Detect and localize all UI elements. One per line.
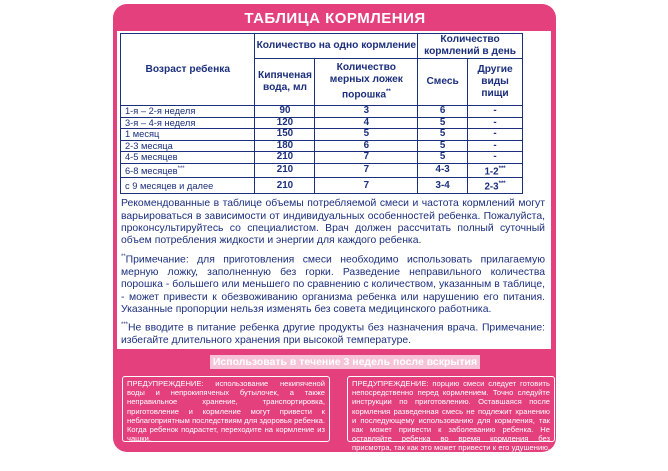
mix-cell: [418, 117, 468, 129]
mix-cell-value: 5: [439, 139, 446, 151]
recommendation-paragraph: Рекомендованные в таблице объемы потребляемой смеси и частота кормлений могут варьироваться в зависимости от индивидуальных особенностей ребенка. Пожалуйста, проконсультируйтесь со специалистом. Врач должен рассчитать полный суточный объем потребления жидкости и энергии для каждого ребенка.: [121, 198, 545, 247]
water-cell-value: 150: [276, 128, 294, 139]
table-row: [121, 140, 523, 152]
other-food-cell: [468, 163, 523, 178]
mix-cell: [418, 140, 468, 152]
other-food-cell-value: -: [493, 139, 497, 151]
spoons-cell-value: 7: [363, 164, 370, 176]
page-title: ТАБЛИЦА КОРМЛЕНИЯ: [120, 8, 550, 30]
table-row: [121, 163, 523, 178]
footnote-mark: ***: [177, 166, 185, 173]
spoons-cell: [315, 163, 418, 178]
spoons-cell-value: 6: [363, 139, 370, 151]
mix-cell: [418, 178, 468, 194]
mix-header: Смесь: [418, 59, 468, 106]
spoons-cell: [315, 106, 418, 118]
footnote-mark: ***: [498, 180, 506, 187]
other-food-cell-value: 2-3: [484, 181, 499, 193]
spoons-cell-value: 4: [363, 116, 370, 128]
mix-cell-value: 5: [439, 116, 446, 128]
table-row: [121, 152, 523, 164]
mix-cell: [418, 163, 468, 178]
age-cell-value: 6-8 месяцев: [125, 166, 178, 177]
other-food-cell: [468, 140, 523, 152]
content-sheet: [117, 31, 551, 348]
other-food-text: Не вводите в питание ребенка другие продукты без назначения врача. Примечание: избегайте длительного хранения при высокой температуре.: [121, 322, 545, 347]
water-header: Кипяченая вода, мл: [255, 59, 315, 106]
warning-box-right: ПРЕДУПРЕЖДЕНИЕ: порцию смеси следует готовить непосредственно перед кормлением. Точно следуйте инструкции по приготовлению. Оставшаяся после кормления разведенная смесь не подлежит хранению и последующему использованию для кормления, так как может привести к заболеванию ребенка. Не оставляйте ребенка во время кормления без присмотра, так как это может привести к его удушению. Используйте специальные соски, чтобы ребенок не поперхнулся.: [347, 376, 555, 442]
spoons-cell: [315, 178, 418, 194]
spoons-cell-value: 7: [363, 179, 370, 191]
spoons-header: Количество мерных ложек порошка: [329, 62, 403, 101]
water-cell-value: 210: [276, 179, 294, 191]
table-row: [121, 129, 523, 141]
spoons-cell: [315, 117, 418, 129]
mix-cell: [418, 152, 468, 164]
spoons-cell: [315, 152, 418, 164]
spoons-header-cell: [315, 59, 418, 106]
water-cell: [255, 140, 315, 152]
water-cell: [255, 163, 315, 178]
per-feeding-header: Количество на одно кормление: [255, 34, 418, 59]
other-food-cell: [468, 152, 523, 164]
note-paragraph: [117, 251, 551, 317]
mix-cell-value: 4-3: [435, 164, 450, 176]
spoons-cell-value: 5: [363, 128, 370, 139]
spoons-cell: [315, 129, 418, 141]
age-cell: [121, 178, 255, 194]
age-cell: [121, 140, 255, 152]
spoons-cell-value: 3: [363, 105, 370, 116]
age-cell-value: 1 месяц: [125, 129, 160, 139]
warning-box-left: ПРЕДУПРЕЖДЕНИЕ: использование некипяченой воды и непрокипяченых бутылочек, а также неправильное хранение, транспортировка, приготовление и кормление могут привести к неблагоприятным последствиям для здоровья ребенка. Когда ребенок подрастет, переходите на кормление из чашки.: [122, 376, 330, 442]
table-row: [121, 178, 523, 194]
water-cell-value: 90: [279, 105, 291, 116]
water-cell-value: 120: [276, 116, 294, 128]
other-food-cell: [468, 106, 523, 118]
water-cell-value: 210: [276, 151, 294, 162]
mix-cell: [418, 106, 468, 118]
age-header: Возраст ребенка: [121, 34, 255, 106]
age-cell: [121, 106, 255, 118]
water-cell-value: 180: [276, 139, 294, 151]
water-cell: [255, 117, 315, 129]
spoons-cell: [315, 140, 418, 152]
other-food-cell: [468, 117, 523, 129]
use-within-banner: Использовать в течение 3 недель после вскрытия: [210, 355, 480, 369]
water-cell: [255, 152, 315, 164]
water-cell-value: 210: [276, 164, 294, 176]
spoons-cell-value: 7: [363, 151, 370, 162]
other-food-paragraph: [117, 319, 551, 347]
water-cell: [255, 129, 315, 141]
age-cell-value: 1-я – 2-я неделя: [125, 106, 196, 116]
other-food-mark: ***: [121, 322, 129, 329]
other-food-cell-value: -: [493, 128, 497, 139]
age-cell: [121, 129, 255, 141]
water-cell: [255, 106, 315, 118]
feeding-table: [120, 33, 523, 194]
other-food-cell-value: 1-2: [484, 165, 499, 177]
age-cell-value: 2-3 месяца: [125, 140, 173, 151]
other-food-cell: [468, 178, 523, 194]
table-row: [121, 106, 523, 118]
mix-cell-value: 6: [439, 105, 446, 116]
age-cell-value: 3-я – 4-я неделя: [125, 117, 196, 128]
age-cell: [121, 152, 255, 164]
age-cell: [121, 117, 255, 129]
other-food-header: Другие виды пищи: [468, 59, 523, 106]
mix-cell-value: 5: [439, 151, 446, 162]
other-food-cell-value: -: [493, 116, 497, 128]
other-food-cell-value: -: [493, 105, 497, 116]
water-cell: [255, 178, 315, 194]
mix-cell: [418, 129, 468, 141]
footnote-mark: ***: [498, 165, 506, 172]
other-food-cell-value: -: [493, 151, 497, 162]
per-day-header: Количество кормлений в день: [418, 34, 523, 59]
other-food-cell: [468, 129, 523, 141]
age-cell: [121, 163, 255, 178]
note-mark: **: [121, 253, 126, 260]
spoons-footnote-mark: **: [386, 89, 391, 96]
table-row: [121, 117, 523, 129]
mix-cell-value: 5: [439, 128, 446, 139]
note-text: Примечание: для приготовления смеси необходимо использовать прилагаемую мерную ложку, заполненную без горки. Разведение неправильного количества порошка - большего или меньшего по сравнению с количеством, указанным в таблице, - может привести к обезвоживанию организма ребенка или нарушению его питания. Указанные пропорции нельзя изменять без совета медицинского работника.: [121, 254, 545, 315]
mix-cell-value: 3-4: [435, 179, 450, 191]
age-cell-value: с 9 месяцев и далее: [125, 180, 214, 191]
age-cell-value: 4-5 месяцев: [125, 152, 178, 162]
